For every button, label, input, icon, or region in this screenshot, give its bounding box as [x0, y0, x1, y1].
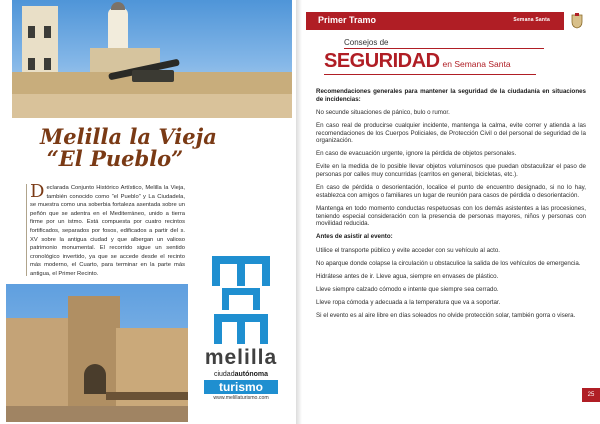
tip-paragraph: No aparque donde colapse la circulación u obstaculice la salida de los vehículos de emergencia. — [316, 260, 581, 268]
page-gutter — [296, 0, 306, 424]
right-page — [306, 0, 600, 424]
body-paragraph: eclarada Conjunto Histórico Artístico, Melilla la Vieja, también conocido como “el Pueblo” y La Ciudadela, se muestra como una soberbia fortaleza asentada sobre un peñón que se adentra en el Mediterráneo, unido a tierra firme por un istmo. Está compuesta por cuatro recintos fortificados, separados por fosos, edificados a partir del s. XV sobre la antigua ciudad y que albergan un valioso patrimonio monumental. El recorrido sigue un sentido cronológico invertido, ya que se accede desde el recinto más moderno, el Cuarto, para terminar en la parte más antigua, el Primer Recinto. — [30, 185, 185, 277]
melilla-logo-icon — [206, 254, 276, 346]
tip-paragraph: Si el evento es al aire libre en días soleados no olvide protección solar, también gorra o visera. — [316, 312, 576, 320]
divider — [344, 48, 544, 49]
turismo-badge: turismo — [204, 380, 278, 394]
tip-paragraph: En caso real de producirse cualquier incidente, mantenga la calma, evite correr y atienda a las recomendaciones de los Cuerpos Policiales, de Protección Civil o del personal de seguridad de la organización. — [316, 121, 586, 145]
tip-paragraph: No secunde situaciones de pánico, bulo o rumor. — [316, 108, 450, 116]
section-header-bar — [306, 12, 564, 30]
tip-paragraph: Lleve siempre calzado cómodo e intente que siempre sea cerrado. — [316, 286, 499, 294]
page-number: 25 — [582, 388, 600, 402]
title-line-2: “El Pueblo” — [46, 146, 184, 171]
tip-paragraph: En caso de evacuación urgente, ignore la pérdida de objetos personales. — [316, 150, 517, 158]
brand-name: melilla — [204, 346, 278, 369]
consejos-label: Consejos de — [344, 38, 389, 47]
crest-icon — [570, 13, 584, 29]
section-label: Primer Tramo — [318, 15, 377, 25]
section-tag: Semana Santa — [513, 17, 550, 23]
fortress-walls-photo — [6, 284, 188, 422]
left-body-text — [30, 181, 185, 279]
tip-paragraph: Lleve ropa cómoda y adecuada a la temperatura que va a soportar. — [316, 299, 501, 307]
safety-tips-content — [316, 88, 586, 325]
tip-paragraph: Utilice el transporte público y evite acceder con su vehículo al acto. — [316, 247, 501, 255]
drop-cap: D — [30, 181, 45, 202]
left-page-title — [40, 124, 217, 171]
tip-paragraph: En caso de pérdida o desorientación, localice el punto de encuentro designado, si no lo hay, establezca con amigos o familiares un lugar de reunión para casos de pérdida o desorientación. — [316, 184, 586, 199]
lighthouse — [108, 8, 128, 52]
brand-subtitle: ciudadautónoma — [213, 371, 269, 378]
tip-paragraph: Evite en la medida de lo posible llevar objetos voluminosos que puedan obstaculizar el paso de personas por calles muy concurridas (carritos en general, bicicletas, etc.). — [316, 163, 586, 179]
fortress-cannon-photo — [12, 0, 292, 118]
before-event-heading: Antes de asistir al evento: — [316, 233, 393, 241]
left-page — [0, 0, 296, 424]
divider — [26, 184, 27, 276]
website-url: www.melillaturismo.com — [213, 395, 269, 401]
title-line-1: Melilla la Vieja — [40, 124, 217, 149]
intro-paragraph: Recomendaciones generales para mantener la seguridad de la ciudadanía en situaciones de incidencias: — [316, 88, 586, 103]
page-title — [324, 50, 584, 73]
title-seguridad: SEGURIDAD — [324, 50, 440, 72]
tip-paragraph: Hidrátese antes de ir. Lleve agua, siempre en envases de plástico. — [316, 273, 499, 281]
title-suffix: en Semana Santa — [442, 59, 511, 69]
tip-paragraph: Mantenga en todo momento conductas respetuosas con los demás asistentes a las procesiones, teniendo especial consideración con la presencia de personas mayores, niños y personas con movilidad reducida. — [316, 204, 586, 228]
divider — [324, 74, 536, 75]
melilla-turismo-logo — [196, 254, 286, 404]
